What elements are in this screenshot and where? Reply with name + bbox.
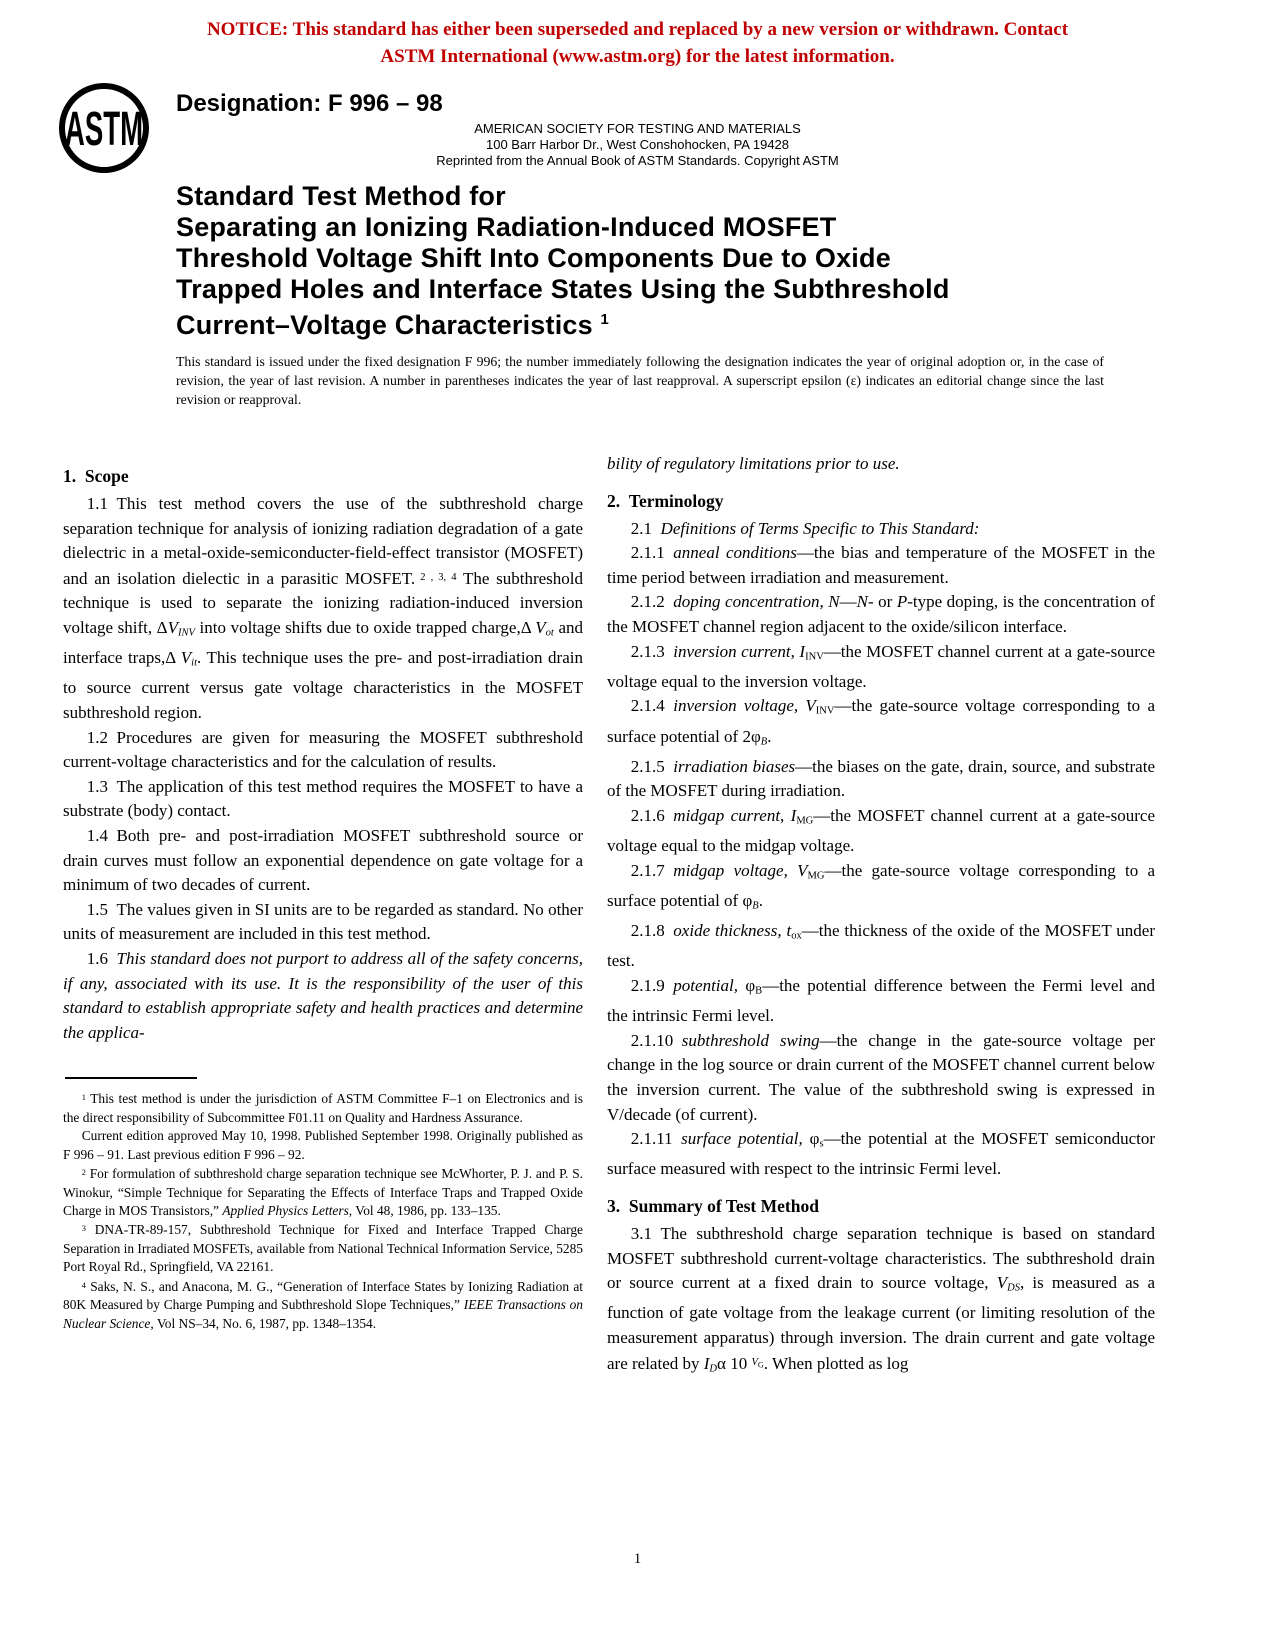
notice-line-2: ASTM International (www.astm.org) for the latest information. <box>380 46 895 67</box>
paragraph: 2.1.3 inversion current, IINV—the MOSFET channel current at a gate-source voltage equal to the inversion voltage. <box>607 641 1155 691</box>
left-column <box>63 452 583 1382</box>
paragraph: 1.3 The application of this test method requires the MOSFET to have a substrate (body) contact. <box>63 776 583 821</box>
paragraph: 2.1.4 inversion voltage, VINV—the gate-source voltage corresponding to a surface potential of 2φB. <box>607 696 1155 748</box>
scope-section <box>63 466 583 1045</box>
paragraph: 2.1 Definitions of Terms Specific to This Standard: <box>630 518 980 538</box>
astm-logo-text: ASTM <box>64 101 144 157</box>
page-title <box>176 181 1056 341</box>
title-line-5 <box>176 305 1056 341</box>
notice-line-1: NOTICE: This standard has either been superseded and replaced by a new version or withdrawn. Contact <box>206 19 1069 40</box>
footnotes <box>63 1089 583 1333</box>
footnote: $^3$ DNA-TR-89-157, Subthreshold Technique for Fixed and Interface Trapped Charge Separation in Irradiated MOSFETs, available from National Technical Information Service, 5285 Port Royal Rd., Springfield, VA 22161. <box>63 1222 583 1275</box>
society-block <box>0 121 1275 169</box>
paragraph: 2.1.1 anneal conditions—the bias and temperature of the MOSFET in the time period between irradiation and measurement. <box>607 543 1155 587</box>
paragraph: 2.1.5 irradiation biases—the biases on the gate, drain, source, and substrate of the MOSFET during irradiation. <box>607 756 1156 801</box>
paragraph: 2.1.9 potential, φB—the potential difference between the Fermi level and the intrinsic Fermi level. <box>607 976 1155 1026</box>
society-reprint: Reprinted from the Annual Book of ASTM Standards. Copyright ASTM <box>436 153 839 168</box>
issuance-note: This standard is issued under the fixed designation F 996; the number immediately following the designation indicates the year of original adoption or, in the case of revision, the year of last revision. A number in parentheses indicates the year of last reapproval. A superscript epsilon (ε) indicates an editorial change since the last revision or reapproval. <box>176 354 1104 407</box>
section-heading: 2. Terminology <box>607 490 724 511</box>
title-line-3: Threshold Voltage Shift Into Components Due to Oxide <box>176 243 891 273</box>
title-line-2: Separating an Ionizing Radiation-Induced MOSFET <box>176 212 837 242</box>
paragraph: 2.1.6 midgap current, IMG—the MOSFET channel current at a gate-source voltage equal to the midgap voltage. <box>607 806 1156 856</box>
footnote-rule <box>65 1077 197 1079</box>
footnote: $^4$ Saks, N. S., and Anacona, M. G., “Generation of Interface States by Ionizing Radiation at 80K Measured by Charge Pumping and Subthreshold Slope Techniques,” IEEE Transactions on Nuclear Science, Vol NS–34, No. 6, 1987, pp. 1348–1354. <box>63 1279 583 1331</box>
paragraph: 3.1 The subthreshold charge separation technique is based on standard MOSFET subthreshold current-voltage characteristics. The subthreshold drain or source current at a fixed drain to source voltage, VDS, is measured as a function of gate voltage from the leakage current (or limiting resolution of the measurement apparatus) through inversion. The drain current and gate voltage are related by IDα 10 $^V$G. When plotted as log <box>607 1224 1155 1375</box>
supersession-notice <box>0 16 1275 70</box>
footnote: $^2$ For formulation of subthreshold charge separation technique see McWhorter, P. J. and P. S. Winokur, “Simple Technique for Separating the Effects of Interface Traps and Trapped Oxide Charge in MOS Transistors,” Applied Physics Letters, Vol 48, 1986, pp. 133–135. <box>63 1166 583 1219</box>
paragraph: 1.1 This test method covers the use of the subthreshold charge separation technique for analysis of ionizing radiation degradation of a gate dielectric in a metal-oxide-semiconducter-field-effect transistor (MOSFET) and an isolation dielectic in a parasitic MOSFET. $^{2 , 3, 4}$ The subthreshold technique is used to separate the ionizing radiation-induced inversion voltage shift, ΔVINV into voltage shifts due to oxide trapped charge,Δ Vot and interface traps,Δ Vit. This technique uses the pre- and post-irradiation drain to source current versus gate voltage characteristics in the MOSFET subthreshold region. <box>63 494 583 722</box>
footnote: Current edition approved May 10, 1998. Published September 1998. Originally published as F 996 – 91. Last previous edition F 996 – 92. <box>63 1128 583 1162</box>
footnote: $^1$ This test method is under the jurisdiction of ASTM Committee F–1 on Electronics and is the direct responsibility of Subcommittee F01.11 on Quality and Hardness Assurance. <box>63 1091 583 1125</box>
paragraph: 2.1.10 subthreshold swing—the change in the gate-source voltage per change in the log source or drain current of the MOSFET channel current below the inversion current. The value of the subthreshold swing is expressed in V/decade (of current). <box>607 1030 1156 1124</box>
section-heading: 1. Scope <box>63 466 129 486</box>
society-address: 100 Barr Harbor Dr., West Conshohocken, PA 19428 <box>485 137 790 152</box>
paragraph: 2.1.8 oxide thickness, tox—the thickness of the oxide of the MOSFET under test. <box>607 921 1155 971</box>
section-heading: 3. Summary of Test Method <box>607 1196 819 1217</box>
body-columns <box>63 452 1155 1382</box>
paragraph: bility of regulatory limitations prior to use. <box>607 454 900 473</box>
designation: Designation: F 996 – 98 <box>176 90 443 117</box>
paragraph: 1.4 Both pre- and post-irradiation MOSFET subthreshold source or drain curves must follow an exponential dependence on gate voltage for a minimum of two decades of current. <box>63 825 583 895</box>
title-line-1: Standard Test Method for <box>176 181 506 211</box>
title-line-5-text: Current–Voltage Characteristics <box>176 310 593 340</box>
paragraph: 1.5 The values given in SI units are to be regarded as standard. No other units of measurement are included in this test method. <box>63 899 583 944</box>
paragraph: 2.1.11 surface potential, φs—the potential at the MOSFET semiconductor surface measured with respect to the intrinsic Fermi level. <box>607 1129 1156 1179</box>
society-name: AMERICAN SOCIETY FOR TESTING AND MATERIALS <box>474 121 801 136</box>
title-footnote-ref: 1 <box>600 312 610 328</box>
right-column <box>607 452 1155 1382</box>
title-line-4: Trapped Holes and Interface States Using the Subthreshold <box>176 274 950 304</box>
paragraph: 1.6 This standard does not purport to address all of the safety concerns, if any, associated with its use. It is the responsibility of the user of this standard to establish appropriate safety and health practices and determine the applica- <box>63 948 583 1042</box>
paragraph: 1.2 Procedures are given for measuring the MOSFET subthreshold current-voltage characteristics and for the calculation of results. <box>63 727 583 772</box>
paragraph: 2.1.7 midgap voltage, VMG—the gate-source voltage corresponding to a surface potential of φB. <box>607 860 1156 912</box>
page-number: 1 <box>633 1551 642 1567</box>
paragraph: 2.1.2 doping concentration, N—N- or P-type doping, is the concentration of the MOSFET channel region adjacent to the oxide/silicon interface. <box>607 592 1156 636</box>
